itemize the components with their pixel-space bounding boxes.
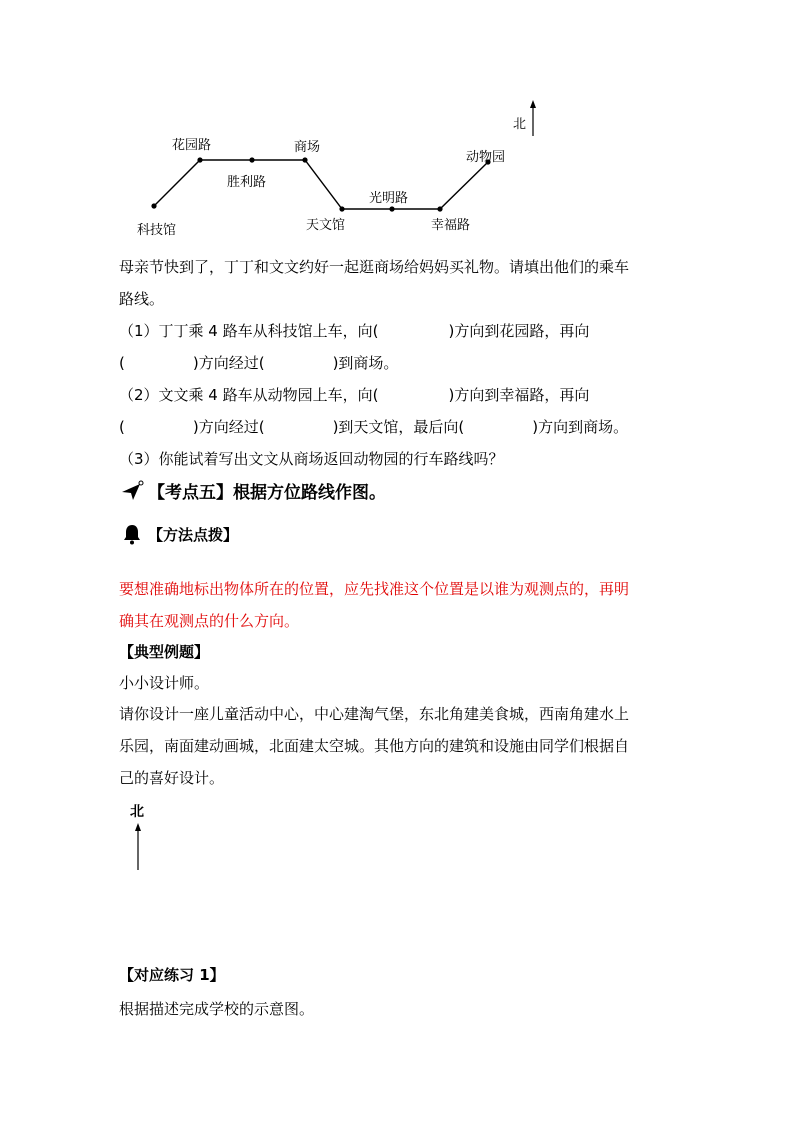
example-north-arrow-head [135, 823, 141, 831]
q1-text-a: （1）丁丁乘 4 路车从科技馆上车，向( [119, 322, 379, 340]
example-title: 【典型例题】 [119, 643, 210, 661]
method-heading [122, 523, 238, 545]
q1-text-b: )方向到花园路，再向 [448, 322, 590, 340]
station-huayuan: 花园路 [172, 138, 212, 153]
stop-dot-tianwen [339, 206, 344, 211]
stop-dot-guangming [389, 206, 394, 211]
section-5-title: 【考点五】根据方位路线作图。 [148, 483, 386, 503]
q2-text-f: )方向到商场。 [532, 418, 629, 436]
station-shangchang: 商场 [294, 140, 321, 155]
bell-icon [122, 523, 142, 545]
example-line-1: 请你设计一座儿童活动中心，中心建淘气堡，东北角建美食城，西南角建水上 [119, 705, 630, 723]
station-xingfu: 幸福路 [431, 218, 471, 233]
station-guangming: 光明路 [369, 191, 409, 206]
example-line-2: 乐园，南面建动画城，北面建太空城。其他方向的建筑和设施由同学们根据自 [119, 737, 630, 755]
q2-text-c: ( [119, 418, 125, 436]
practice-title: 【对应练习 1】 [119, 966, 225, 984]
station-shengli: 胜利路 [227, 175, 267, 190]
bus-route-line [154, 160, 488, 209]
stop-dot-keji [151, 203, 156, 208]
station-tianwen: 天文馆 [306, 218, 346, 233]
example-north-label: 北 [130, 804, 144, 820]
q1-text-e: )到商场。 [332, 354, 399, 372]
section-5-heading [120, 478, 386, 503]
question-1-line-2 [119, 352, 398, 373]
example-subtitle: 小小设计师。 [119, 674, 210, 692]
north-label: 北 [513, 117, 527, 132]
question-1-line-1 [119, 320, 589, 341]
stop-dot-xingfu [437, 206, 442, 211]
station-keji: 科技馆 [137, 223, 177, 238]
method-line-2: 确其在观测点的什么方向。 [119, 612, 300, 630]
stop-dot-huayuan [197, 157, 202, 162]
practice-text: 根据描述完成学校的示意图。 [119, 1000, 315, 1018]
q2-text-a: （2）文文乘 4 路车从动物园上车，向( [119, 386, 379, 404]
q2-text-b: )方向到幸福路，再向 [448, 386, 590, 404]
question-3: （3）你能试着写出文文从商场返回动物园的行车路线吗？ [119, 450, 504, 468]
north-arrow-head [530, 100, 536, 108]
question-2-line-2 [119, 416, 628, 437]
pointer-arrow-icon [120, 480, 144, 502]
q1-text-c: ( [119, 354, 125, 372]
example-north-arrow [128, 822, 148, 874]
q2-text-d: )方向经过( [192, 418, 265, 436]
stop-dot-shangchang [302, 157, 307, 162]
intro-line-2: 路线。 [119, 290, 165, 308]
method-line-1: 要想准确地标出物体所在的位置，应先找准这个位置是以谁为观测点的，再明 [119, 580, 630, 598]
method-title: 【方法点拨】 [148, 525, 239, 544]
q2-text-e: )到天文馆，最后向( [332, 418, 465, 436]
stop-dot-shengli [249, 157, 254, 162]
example-line-3: 己的喜好设计。 [119, 769, 225, 787]
intro-line-1: 母亲节快到了，丁丁和文文约好一起逛商场给妈妈买礼物。请填出他们的乘车 [119, 258, 630, 276]
station-dongwu: 动物园 [466, 150, 506, 165]
q1-text-d: )方向经过( [192, 354, 265, 372]
question-2-line-1 [119, 384, 589, 405]
